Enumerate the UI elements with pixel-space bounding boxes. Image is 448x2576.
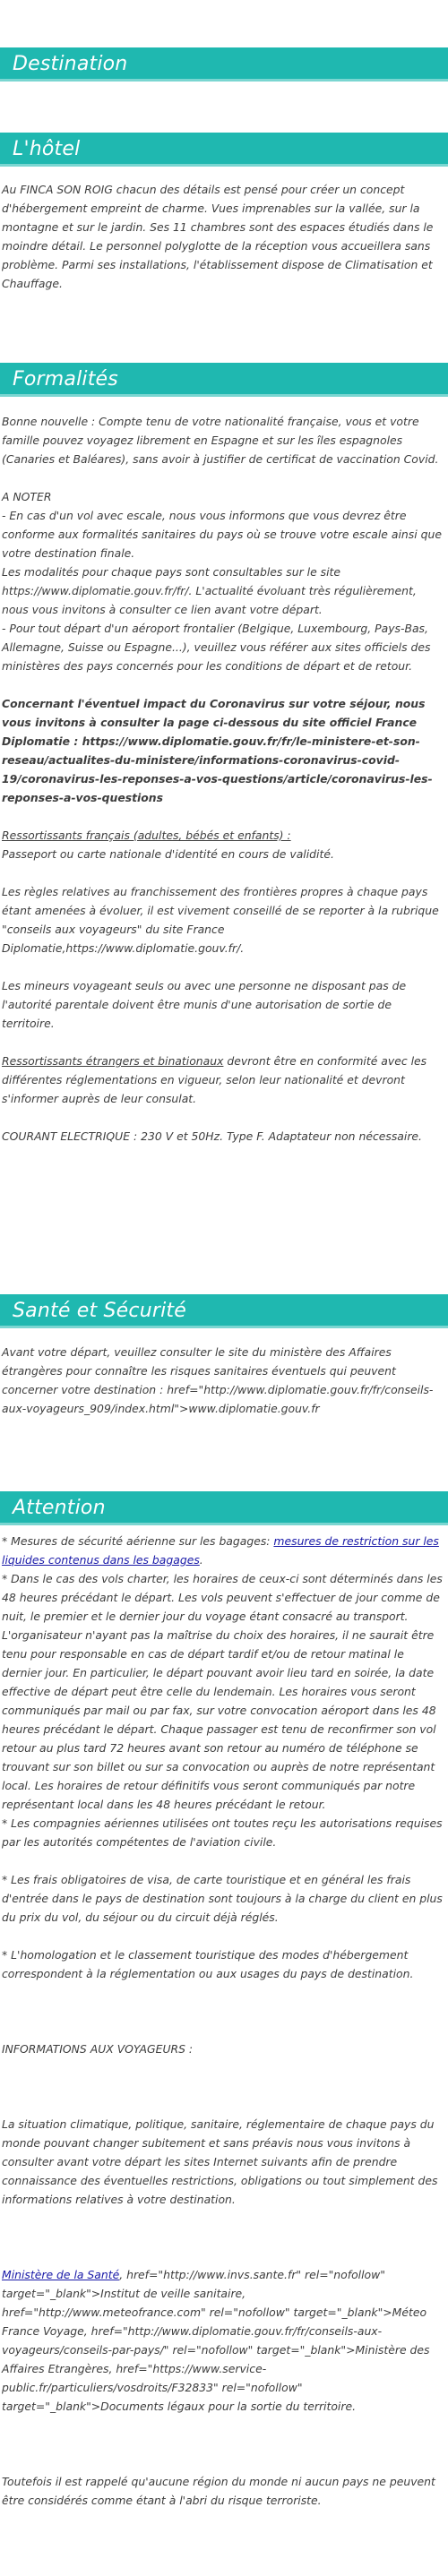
sante-header: Santé et Sécurité [0, 1294, 448, 1328]
mesures-prefix: * Mesures de sécurité aérienne sur les bagages: [2, 1534, 274, 1548]
a-noter-title: A NOTER [2, 490, 52, 503]
covid-notice: Concernant l'éventuel impact du Coronavirus sur votre séjour, nous vous invitons à consulter la page ci-dessous du site officiel France Diplomatie : https://www.diplomatie.gouv.fr/fr/le-ministere-et-son-reseau/actualites-du-ministere/informations-coronavirus-covid-19/coronavirus-les-reponses-a-vos-questions/article/coronavirus-les-reponses-a-vos-questions [2, 697, 433, 804]
formalites-intro: Bonne nouvelle : Compte tenu de votre nationalité française, vous et votre famille pouvez voyagez librement en Espagne et sur les îles espagnoles (Canaries et Baléares), sans avoir à justifier de certificat de vaccination Covid. [2, 415, 439, 466]
mesures-suffix: . [199, 1553, 203, 1567]
formalites-header: Formalités [0, 363, 448, 397]
hotel-section [0, 133, 448, 293]
formalites-section [0, 363, 448, 1146]
etrangers-body: devront être en conformité avec les différentes réglementations en vigueur, selon leur nationalité et devront s'informer auprès de leur consulat. [2, 1054, 427, 1105]
destination-section [0, 47, 448, 82]
mesures-link[interactable]: mesures de restriction sur les liquides contenus dans les bagages [2, 1534, 439, 1567]
a-noter-modalites: Les modalités pour chaque pays sont consultables sur le site https://www.diplomatie.gouv.fr/fr/. L'actualité évoluant très régulièrement, nous vous invitons à consulter ce lien avant votre départ. [2, 565, 417, 616]
situation-text: La situation climatique, politique, sanitaire, réglementaire de chaque pays du monde pouvant changer subitement et sans préavis nous vous invitons à consulter avant votre départ les sites Internet suivants afin de prendre connaissance des éventuelles restrictions, obligations ou tout simplement des informations relatives à votre destination. [2, 2117, 438, 2206]
mesures-securite [2, 1532, 446, 1569]
frontieres-text: Les règles relatives au franchissement des frontières propres à chaque pays étant amenées à évoluer, il est vivement conseillé de se reporter à la rubrique "conseils aux voyageurs" du site France Diplomatie,https://www.diplomatie.gouv.fr/. [2, 885, 439, 955]
attention-header: Attention [0, 1491, 448, 1525]
courant-electrique: COURANT ELECTRIQUE : 230 V et 50Hz. Type F. Adaptateur non nécessaire. [2, 1129, 422, 1143]
infos-voyageurs-title: INFORMATIONS AUX VOYAGEURS : [2, 2042, 194, 2056]
a-noter-escale: - En cas d'un vol avec escale, nous vous informons que vous devrez être conforme aux formalités sanitaires du pays où se trouve votre escale ainsi que votre destination finale. [2, 509, 442, 560]
etrangers-title: Ressortissants étrangers et binationaux [2, 1054, 224, 1068]
a-noter-aeroport: - Pour tout départ d'un aéroport frontalier (Belgique, Luxembourg, Pays-Bas, Allemagne, Suisse ou Espagne...), veuillez vous référer aux sites officiels des ministères des pays concernés pour les conditions de départ et de retour. [2, 622, 431, 673]
liens-text [2, 2265, 446, 2416]
destination-header: Destination [0, 47, 448, 82]
attention-section [0, 1491, 448, 2510]
etrangers-text [2, 1052, 446, 1108]
ressortissants-fr-title: Ressortissants français (adultes, bébés et enfants) : [2, 829, 291, 842]
frais-text: * Les frais obligatoires de visa, de carte touristique et en général les frais d'entrée dans le pays de destination sont toujours à la charge du client en plus du prix du vol, du séjour ou du circuit déjà réglés. [2, 1873, 443, 1924]
charter-text: * Dans le cas des vols charter, les horaires de ceux-ci sont déterminés dans les 48 heures précédant le départ. Les vols peuvent s'effectuer de jour comme de nuit, le premier et le dernier jour du voyage étant consacré au transport. L'organisateur n'ayant pas la maîtrise du choix des horaires, il ne saurait être tenu pour responsable en cas de départ tardif et/ou de retour matinal le dernier jour. En particulier, le départ pouvant avoir lieu tard en soirée, la date effective de départ peut être celle du lendemain. Les horaires vous seront communiqués par mail ou par fax, sur votre convocation aéroport dans les 48 heures précédant le départ. Chaque passager est tenu de reconfirmer son vol retour au plus tard 72 heures avant son retour au numéro de téléphone se trouvant sur son billet ou sur sa convocation ou auprès de notre représentant local. Les horaires de retour définitifs vous seront communiqués par notre représentant local dans les 48 heures précédant le retour. [2, 1572, 443, 1811]
ministere-sante-link[interactable]: Ministère de la Santé [2, 2268, 120, 2281]
sante-text: Avant votre départ, veuillez consulter le site du ministère des Affaires étrangères pour connaître les risques sanitaires éventuels qui peuvent concerner votre destination : href="http://www.diplomatie.gouv.fr/fr/conseils-aux-voyageurs_909/index.html">www.diplomatie.gouv.fr [2, 1345, 434, 1415]
liens-body: , href="http://www.invs.sante.fr" rel="nofollow" target="_blank">Institut de veille sanitaire, href="http://www.meteofrance.com" rel="nofollow" target="_blank">Méteo France Voyage, href="http://www.diplomatie.gouv.fr/fr/conseils-aux-voyageurs/conseils-par-pays/" rel="nofollow" target="_blank">Ministère des Affaires Etrangères, href="https://www.service-public.fr/particuliers/vosdroits/F32833" rel="nofollow" target="_blank">Documents légaux pour la sortie du territoire. [2, 2268, 430, 2413]
homologation-text: * L'homologation et le classement touristique des modes d'hébergement correspondent à la réglementation ou aux usages du pays de destination. [2, 1948, 414, 1980]
mineurs-text: Les mineurs voyageant seuls ou avec une personne ne disposant pas de l'autorité parentale doivent être munis d'une autorisation de sortie de territoire. [2, 979, 407, 1030]
sante-section [0, 1294, 448, 1418]
compagnies-text: * Les compagnies aériennes utilisées ont toutes reçu les autorisations requises par les autorités compétentes de l'aviation civile. [2, 1816, 443, 1849]
ressortissants-fr-text: Passeport ou carte nationale d'identité en cours de validité. [2, 847, 334, 861]
hotel-header: L'hôtel [0, 133, 448, 167]
hotel-description: Au FINCA SON ROIG chacun des détails est pensé pour créer un concept d'hébergement empreint de charme. Vues imprenables sur la vallée, sur la montagne et sur le jardin. Ses 11 chambres sont des espaces étudiés dans le moindre détail. Le personnel polyglotte de la réception vous accueillera sans problème. Parmi ses installations, l'établissement dispose de Climatisation et Chauffage. [2, 183, 434, 290]
risque-terroriste: Toutefois il est rappelé qu'aucune région du monde ni aucun pays ne peuvent être considérés comme étant à l'abri du risque terroriste. [2, 2475, 435, 2507]
